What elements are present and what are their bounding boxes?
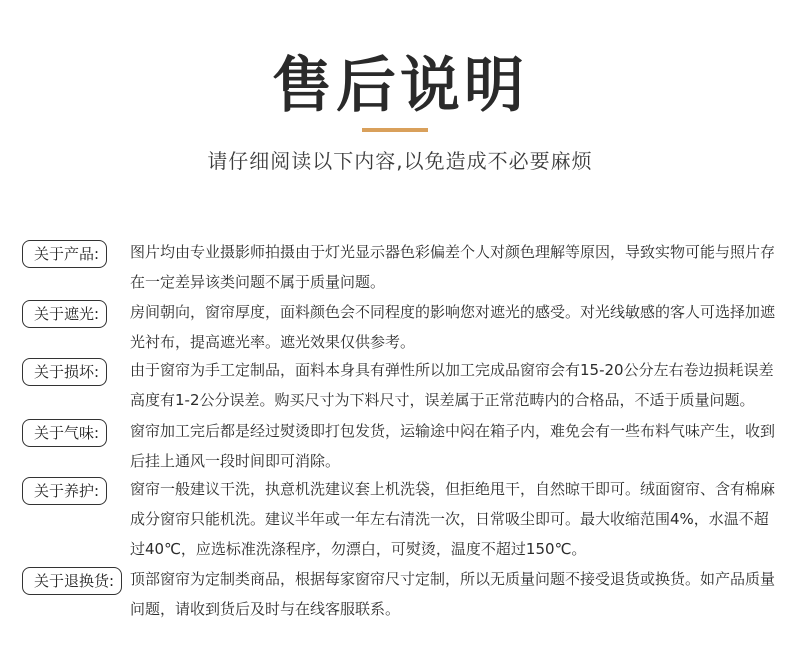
section-label: 关于气味: [22,419,107,447]
section-text: 房间朝向，窗帘厚度，面料颜色会不同程度的影响您对遮光的感受。对光线敏感的客人可选择加遮光衬布，提高遮光率。遮光效果仅供参考。 [130,303,776,351]
section-text: 图片均由专业摄影师拍摄由于灯光显示器色彩偏差个人对颜色理解等原因，导致实物可能与照片存在一定差异该类问题不属于质量问题。 [130,243,776,291]
page-title: 售后说明 [272,51,528,121]
section-text: 由于窗帘为手工定制品，面料本身具有弹性所以加工完成品窗帘会有15-20公分左右卷边损耗误差高度有1-2公分误差。购买尺寸为下料尺寸，误差属于正常范畴内的合格品，不适于质量问题。 [130,361,774,409]
section-label: 关于产品: [22,240,107,268]
section-text: 窗帘一般建议干洗，执意机洗建议套上机洗袋，但拒绝甩干，自然晾干即可。绒面窗帘、含有棉麻成分窗帘只能机洗。建议半年或一年左右清洗一次，日常吸尘即可。最大收缩范围4%，水温不超过40℃，应选标准洗涤程序，勿漂白，可熨烫，温度不超过150℃。 [130,480,776,558]
page-subtitle: 请仔细阅读以下内容,以免造成不必要麻烦 [207,149,593,173]
section-text: 窗帘加工完后都是经过熨烫即打包发货，运输途中闷在箱子内，难免会有一些布料气味产生，收到后挂上通风一段时间即可消除。 [130,422,776,470]
section-text: 顶部窗帘为定制类商品，根据每家窗帘尺寸定制，所以无质量问题不接受退货或换货。如产品质量问题，请收到货后及时与在线客服联系。 [130,570,776,618]
section-label: 关于养护: [22,477,107,505]
section-label: 关于退换货: [22,567,122,595]
title-underline [362,128,428,132]
section-label: 关于遮光: [22,300,107,328]
section-label: 关于损坏: [22,358,107,386]
